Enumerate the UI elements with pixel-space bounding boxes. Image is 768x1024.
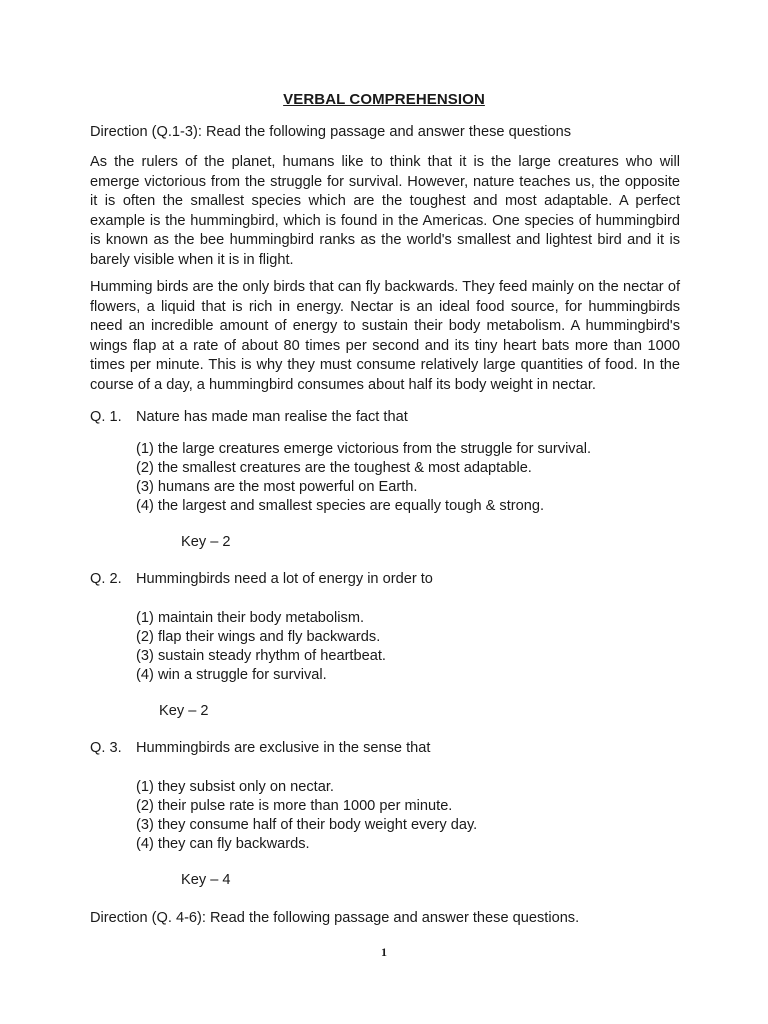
option-item [136, 609, 386, 628]
answer-key-3: Key – 4 [181, 872, 231, 888]
question-text: Hummingbirds are exclusive in the sense that [136, 740, 431, 756]
question-number: Q. 2. [90, 571, 122, 587]
option-text: sustain steady rhythm of heartbeat. [158, 647, 386, 664]
option-item: (2) the smallest creatures are the toughest & most adaptable. [136, 459, 532, 476]
option-item [136, 666, 386, 685]
direction-q4-6: Direction (Q. 4-6): Read the following passage and answer these questions. [90, 910, 580, 926]
question-1-options [136, 440, 591, 516]
question-text: Hummingbirds need a lot of energy in order to [136, 571, 433, 587]
option-number: (3) [136, 647, 154, 664]
question-text: Nature has made man realise the fact that [136, 409, 408, 425]
option-item: (1) they subsist only on nectar. [136, 779, 334, 795]
question-number: Q. 3. [90, 740, 122, 756]
option-item: (3) they consume half of their body weight every day. [136, 816, 478, 833]
option-number: (1) [136, 610, 154, 626]
answer-key-2: Key – 2 [159, 703, 209, 719]
option-number: (2) [136, 628, 154, 645]
option-text: maintain their body metabolism. [158, 610, 365, 626]
option-text: flap their wings and fly backwards. [158, 628, 381, 645]
question-2 [90, 571, 433, 587]
option-item: (4) they can fly backwards. [136, 835, 310, 852]
option-text: win a struggle for survival. [158, 666, 327, 683]
question-3 [90, 740, 430, 756]
option-item [136, 628, 386, 647]
question-1 [90, 409, 408, 425]
option-item: (4) the largest and smallest species are equally tough & strong. [136, 497, 545, 514]
option-item [136, 647, 386, 666]
page-title: VERBAL COMPREHENSION [283, 91, 485, 108]
question-number: Q. 1. [90, 409, 122, 425]
answer-key-1: Key – 2 [181, 534, 231, 550]
question-2-options [136, 609, 386, 685]
option-item: (1) the large creatures emerge victorious from the struggle for survival. [136, 441, 592, 457]
passage-paragraph-2: Humming birds are the only birds that can fly backwards. They feed mainly on the nectar of flowers, a liquid that is rich in energy. Nectar is an ideal food source, for hummingbirds need an incredible amount of energy to sustain their body metabolism. A hummingbird's wings flap at a rate of about 80 times per second and its tiny heart bats more than 1000 times per minute. This is why they must consume relatively large quantities of food. In the course of a day, a hummingbird consumes about half its body weight in nectar. [90, 279, 680, 393]
page-number: 1 [381, 945, 387, 959]
option-item: (2) their pulse rate is more than 1000 per minute. [136, 797, 453, 814]
direction-q1-3: Direction (Q.1-3): Read the following passage and answer these questions [90, 124, 572, 140]
question-3-options [136, 778, 477, 854]
option-number: (4) [136, 666, 154, 683]
passage-paragraph-1: As the rulers of the planet, humans like to think that it is the large creatures who will emerge victorious from the struggle for survival. However, nature teaches us, the opposite it is often the smallest species which are the toughest and most adaptable. A perfect example is the hummingbird, which is found in the Americas. One species of hummingbird is known as the bee hummingbird ranks as the world's smallest and lightest bird and it is barely visible when it is in flight. [90, 154, 680, 268]
option-item: (3) humans are the most powerful on Earth. [136, 478, 418, 495]
